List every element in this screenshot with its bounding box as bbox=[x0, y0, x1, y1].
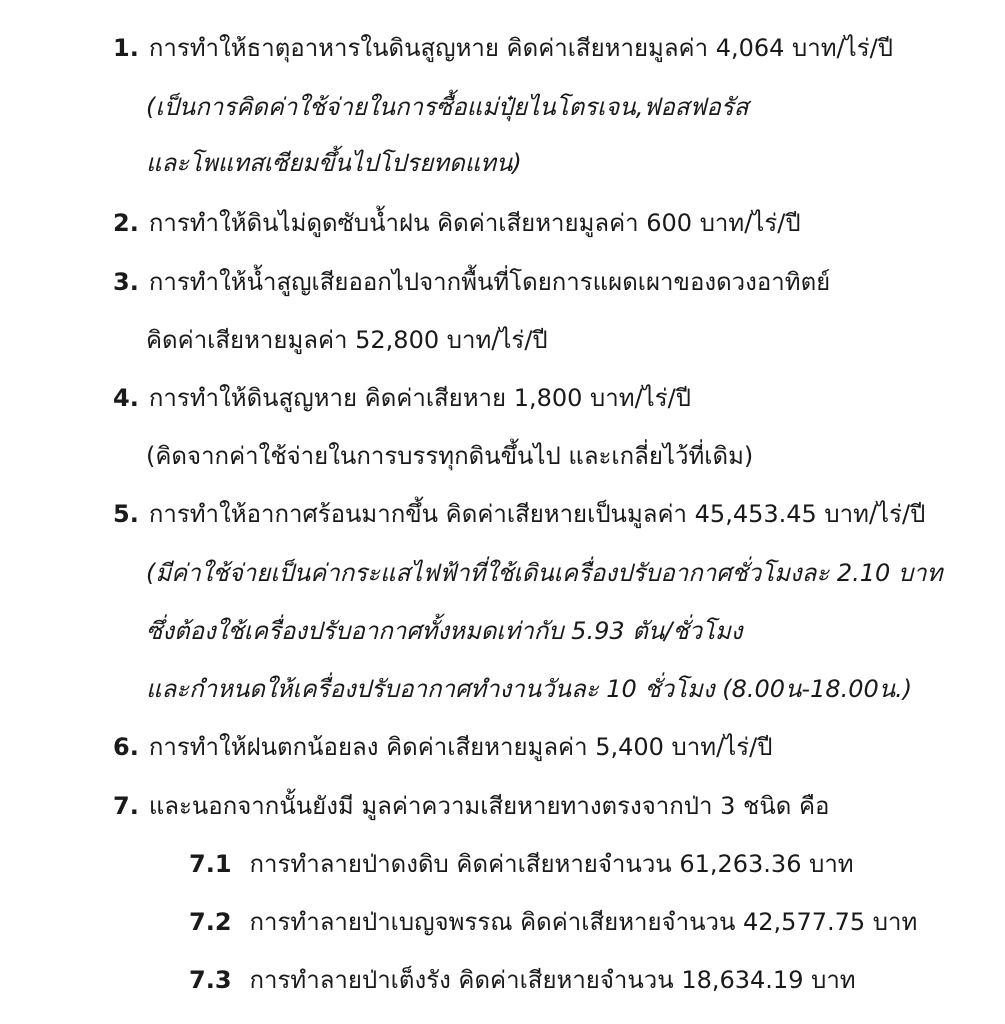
sub-item-text: การทำลายป่าดงดิบ คิดค่าเสียหายจำนวน 61,263.36 บาท bbox=[249, 850, 854, 878]
list-item-1 bbox=[113, 31, 893, 65]
item-text: การทำให้ดินสูญหาย คิดค่าเสียหาย 1,800 บาท/ไร่/ปี bbox=[148, 384, 691, 412]
list-item-7 bbox=[113, 789, 829, 823]
item-number: 6. bbox=[113, 733, 139, 761]
item-5-note-1: (มีค่าใช้จ่ายเป็นค่ากระแสไฟฟ้าที่ใช้เดินเครื่องปรับอากาศชั่วโมงละ 2.10 บาท bbox=[146, 559, 943, 587]
sub-item-7-1 bbox=[189, 847, 854, 881]
item-number: 4. bbox=[113, 384, 139, 412]
sub-item-7-2 bbox=[189, 905, 917, 939]
item-number: 2. bbox=[113, 209, 139, 237]
list-item-2 bbox=[113, 206, 801, 240]
sub-item-number: 7.2 bbox=[189, 908, 232, 936]
item-number: 5. bbox=[113, 500, 139, 528]
item-5-note-2: ซึ่งต้องใช้เครื่องปรับอากาศทั้งหมดเท่ากับ 5.93 ตัน/ชั่วโมง bbox=[146, 617, 743, 645]
item-text: และนอกจากนั้นยังมี มูลค่าความเสียหายทางตรงจากป่า 3 ชนิด คือ bbox=[148, 792, 830, 820]
item-number: 1. bbox=[113, 34, 139, 62]
list-item-3 bbox=[113, 265, 830, 299]
sub-item-number: 7.1 bbox=[189, 850, 232, 878]
item-text: การทำให้น้ำสูญเสียออกไปจากพื้นที่โดยการแผดเผาของดวงอาทิตย์ bbox=[148, 268, 831, 296]
list-item-5 bbox=[113, 497, 925, 531]
item-1-note-2: และโพแทสเซียมขึ้นไปโปรยทดแทน) bbox=[146, 149, 522, 177]
item-number: 3. bbox=[113, 268, 139, 296]
list-item-4 bbox=[113, 381, 691, 415]
sub-item-number: 7.3 bbox=[189, 966, 232, 994]
item-5-note-3: และกำหนดให้เครื่องปรับอากาศทำงานวันละ 10 ชั่วโมง (8.00น-18.00น.) bbox=[146, 675, 913, 703]
item-text: การทำให้ธาตุอาหารในดินสูญหาย คิดค่าเสียหายมูลค่า 4,064 บาท/ไร่/ปี bbox=[148, 34, 893, 62]
item-3-continuation: คิดค่าเสียหายมูลค่า 52,800 บาท/ไร่/ปี bbox=[146, 326, 548, 354]
item-1-note-1: (เป็นการคิดค่าใช้จ่ายในการซื้อแม่ปุ๋ยไนโตรเจน,ฟอสฟอรัส bbox=[146, 93, 749, 121]
item-text: การทำให้ดินไม่ดูดซับน้ำฝน คิดค่าเสียหายมูลค่า 600 บาท/ไร่/ปี bbox=[148, 209, 801, 237]
sub-item-7-3 bbox=[189, 963, 856, 997]
list-item-6 bbox=[113, 730, 772, 764]
item-number: 7. bbox=[113, 792, 139, 820]
item-text: การทำให้ฝนตกน้อยลง คิดค่าเสียหายมูลค่า 5,400 บาท/ไร่/ปี bbox=[148, 733, 773, 761]
item-text: การทำให้อากาศร้อนมากขึ้น คิดค่าเสียหายเป็นมูลค่า 45,453.45 บาท/ไร่/ปี bbox=[148, 500, 926, 528]
sub-item-text: การทำลายป่าเบญจพรรณ คิดค่าเสียหายจำนวน 42,577.75 บาท bbox=[249, 908, 918, 936]
sub-item-text: การทำลายป่าเต็งรัง คิดค่าเสียหายจำนวน 18,634.19 บาท bbox=[249, 966, 856, 994]
item-4-continuation: (คิดจากค่าใช้จ่ายในการบรรทุกดินขึ้นไป และเกลี่ยไว้ที่เดิม) bbox=[146, 442, 754, 470]
